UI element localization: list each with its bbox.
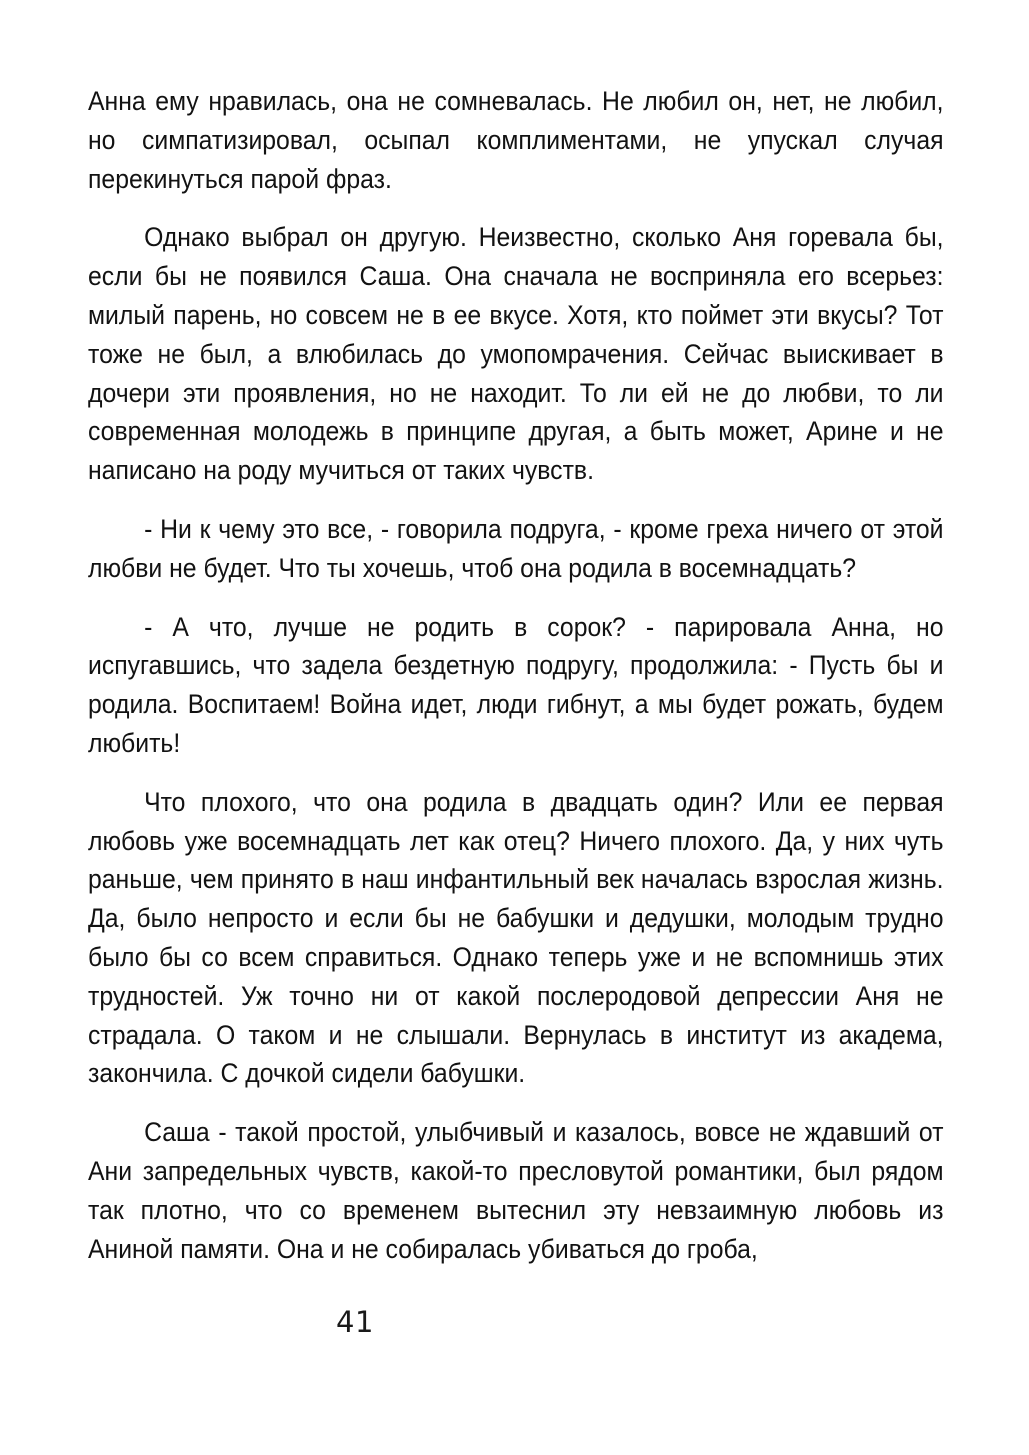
paragraph: Анна ему нравилась, она не сомневалась. Не любил он, нет, не любил, но симпатизировал, осыпал комплиментами, не упускал случая перекинуться парой фраз. <box>88 86 944 194</box>
paragraph: - А что, лучше не родить в сорок? - парировала Анна, но испугавшись, что задела бездетную подругу, продолжила: - Пусть бы и родила. Воспитаем! Война идет, люди гибнут, а мы будет рожать, будем любить! <box>88 611 944 758</box>
page-number: 41 <box>336 1305 374 1339</box>
paragraph: Однако выбрал он другую. Неизвестно, сколько Аня горевала бы, если бы не появился Саша. Она сначала не восприняла его всерьез: милый парень, но совсем не в ее вкусе. Хотя, кто поймет эти вкусы? Тот тоже не был, а влюбилась до умопомрачения. Сейчас выискивает в дочери эти проявления, но не находит. То ли ей не до любви, то ли современная молодежь в принципе другая, а быть может, Арине и не написано на роду мучиться от таких чувств. <box>88 222 944 486</box>
paragraph: Что плохого, что она родила в двадцать один? Или ее первая любовь уже восемнадцать лет как отец? Ничего плохого. Да, у них чуть раньше, чем принято в наш инфантильный век началась взрослая жизнь. Да, было непросто и если бы не бабушки и дедушки, молодым трудно было бы со всем справиться. Однако теперь уже и не вспомнишь этих трудностей. Уж точно ни от какой послеродовой депрессии Аня не страдала. О таком и не слышали. Вернулась в институт из академа, закончила. С дочкой сидели бабушки. <box>88 786 944 1089</box>
paragraph: Саша - такой простой, улыбчивый и казалось, вовсе не ждавший от Ани запредельных чувств, какой-то пресловутой романтики, был рядом так плотно, что со временем вытеснил эту невзаимную любовь из Аниной памяти. Она и не собиралась убиваться до гроба, <box>88 1117 944 1264</box>
body-text-column <box>88 82 944 1268</box>
paragraph: - Ни к чему это все, - говорила подруга, - кроме греха ничего от этой любви не будет. Что ты хочешь, чтоб она родила в восемнадцать? <box>88 513 944 583</box>
